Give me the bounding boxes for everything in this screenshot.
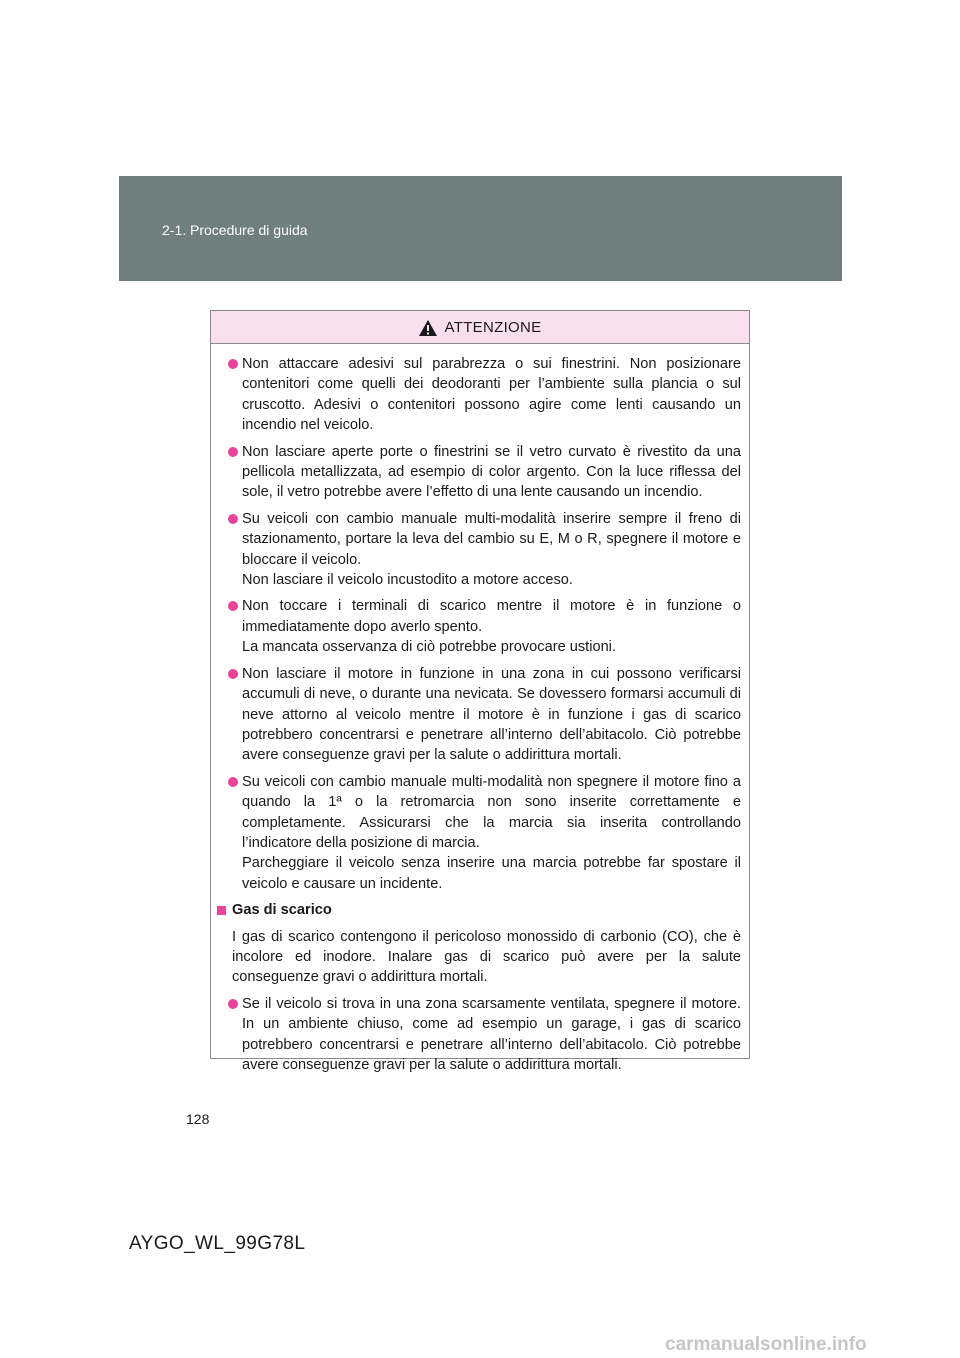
circle-bullet-icon xyxy=(228,669,238,679)
warning-item-text: Non toccare i terminali di scarico mentre il motore è in funzione o immediatamente dopo averlo spento. xyxy=(242,598,741,635)
warning-item xyxy=(216,442,741,503)
page-number: 128 xyxy=(186,1111,210,1127)
warning-item xyxy=(216,354,741,436)
warning-header xyxy=(211,311,749,344)
warning-item-text: Non lasciare il veicolo incustodito a motore acceso. xyxy=(242,572,573,589)
warning-box xyxy=(210,310,750,1073)
warning-item-text: Non lasciare il motore in funzione in una zona in cui possono verificarsi accumuli di neve, o durante una nevicata. Se dovessero formarsi accumuli di neve attorno al veicolo mentre il motore è in funzione i gas di scarico potrebbero concentrarsi e penetrare all’interno dell’abitacolo. Ciò potrebbe avere conseguenze gravi per la salute o addirittura mortali. xyxy=(242,665,741,764)
subsection-heading xyxy=(216,900,741,920)
circle-bullet-icon xyxy=(228,601,238,611)
subsection-heading-text: Gas di scarico xyxy=(232,902,332,919)
warning-body xyxy=(211,344,749,1075)
circle-bullet-icon xyxy=(228,359,238,369)
section-title: 2-1. Procedure di guida xyxy=(162,222,308,238)
warning-item-text: La mancata osservanza di ciò potrebbe provocare ustioni. xyxy=(242,639,616,656)
section-header-band xyxy=(119,176,842,281)
circle-bullet-icon xyxy=(228,514,238,524)
circle-bullet-icon xyxy=(228,447,238,457)
warning-title: ATTENZIONE xyxy=(444,318,542,336)
warning-item xyxy=(216,664,741,766)
square-bullet-icon xyxy=(217,906,226,915)
watermark: carmanualsonline.info xyxy=(665,1334,867,1355)
subsection-paragraph: I gas di scarico contengono il pericoloso monossido di carbonio (CO), che è incolore ed inodore. Inalare gas di scarico può avere per la salute conseguenze gravi o addirittura mortali. xyxy=(232,928,741,986)
warning-item-text: Parcheggiare il veicolo senza inserire una marcia potrebbe far spostare il veicolo e causare un incidente. xyxy=(242,855,741,892)
warning-item xyxy=(216,596,741,657)
warning-item-text: Su veicoli con cambio manuale multi-modalità inserire sempre il freno di stazionamento, portare la leva del cambio su E, M o R, spegnere il motore e bloccare il veicolo. xyxy=(242,510,741,568)
warning-item xyxy=(216,509,741,591)
warning-item xyxy=(216,772,741,894)
circle-bullet-icon xyxy=(228,999,238,1009)
warning-item-text: Non lasciare aperte porte o finestrini se il vetro curvato è rivestito da una pellicola metallizzata, ad esempio di color argento. Con la luce riflessa del sole, il vetro potrebbe avere l’effetto di una lente causando un incendio. xyxy=(242,443,741,501)
circle-bullet-icon xyxy=(228,777,238,787)
warning-item-text: Non attaccare adesivi sul parabrezza o sui finestrini. Non posizionare contenitori come quelli dei deodoranti per l’ambiente sulla plancia o sul cruscotto. Adesivi o contenitori possono agire come lenti causando un incendio nel veicolo. xyxy=(242,356,741,434)
warning-item-text: Su veicoli con cambio manuale multi-modalità non spegnere il motore fino a quando la 1ª o la retromarcia non sono inserite correttamente e completamente. Assicurarsi che la marcia sia inserita controllando l’indicatore della posizione di marcia. xyxy=(242,773,741,851)
document-code: AYGO_WL_99G78L xyxy=(129,1233,306,1254)
subsection-item xyxy=(216,994,741,1076)
subsection-item-text: Se il veicolo si trova in una zona scarsamente ventilata, spegnere il motore. In un ambiente chiuso, come ad esempio un garage, i gas di scarico potrebbero concentrarsi e penetrare all’interno dell’abitacolo. Ciò potrebbe avere conseguenze gravi per la salute o addirittura mortali. xyxy=(242,995,741,1073)
warning-triangle-icon xyxy=(419,320,437,336)
